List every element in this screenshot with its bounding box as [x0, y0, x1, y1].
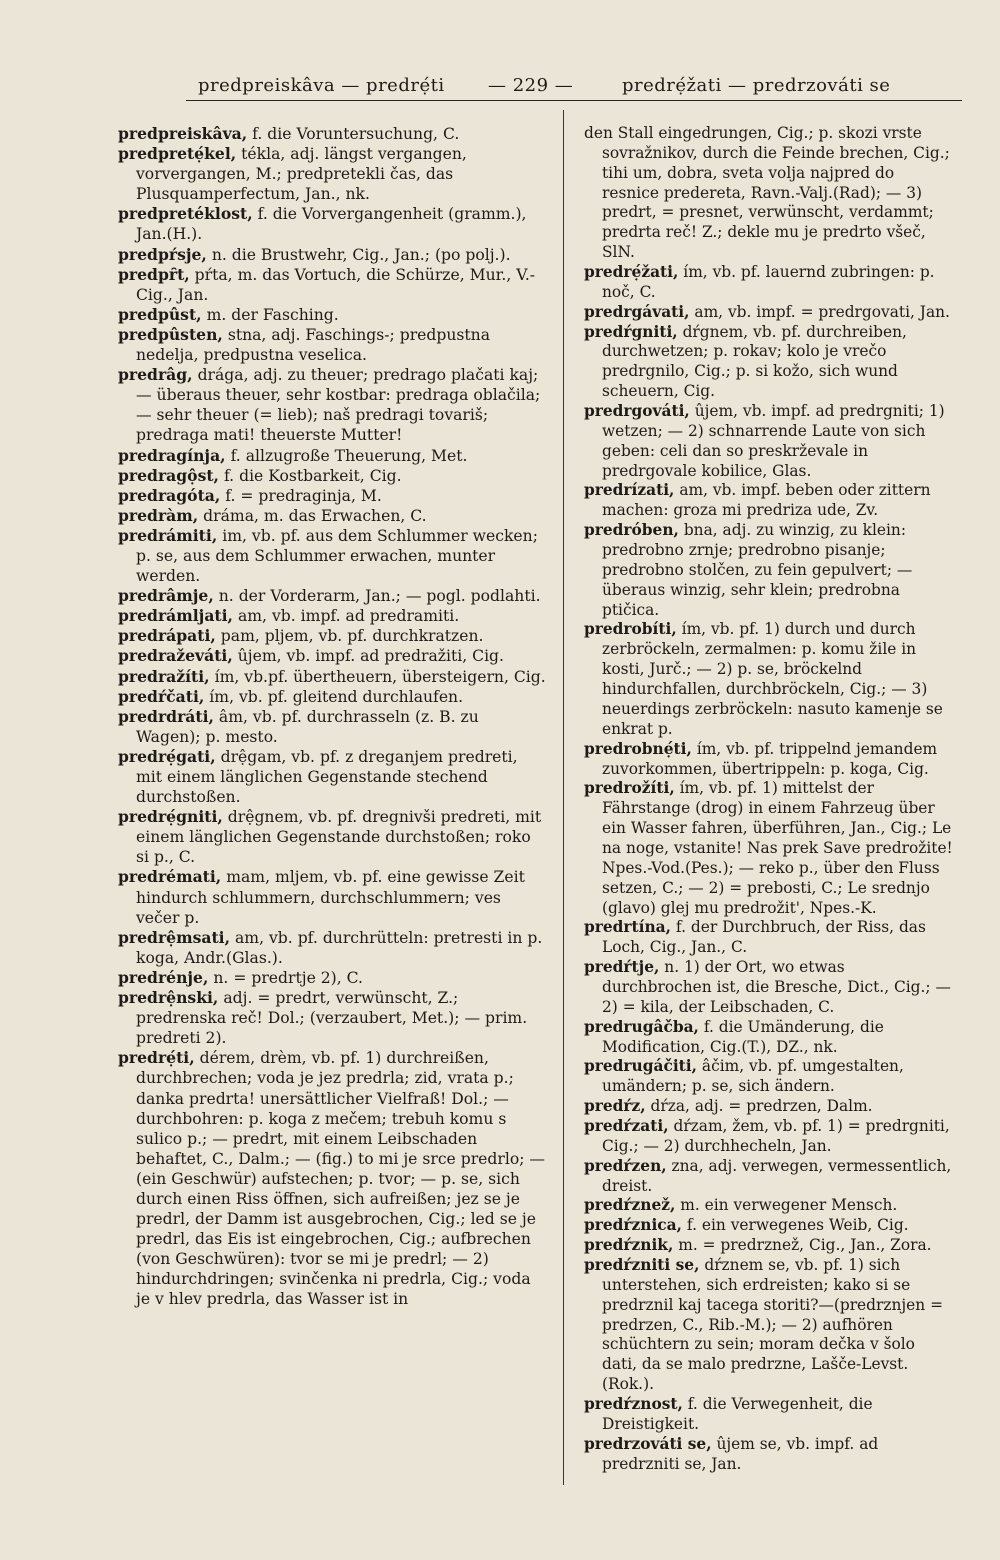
entry-definition: mam, mljem, vb. pf. eine gewisse Zeit hindurch schlummern, durchschlummern; ves večer p.	[136, 868, 525, 927]
dictionary-entry	[118, 265, 548, 305]
entry-definition: am, vb. impf. = predrgovati, Jan.	[694, 302, 950, 321]
header-rule	[186, 100, 962, 101]
entry-headword: predrdráti,	[118, 706, 214, 726]
entry-definition: âčim, vb. pf. umgestalten, umändern; p. se, sich ändern.	[602, 1057, 904, 1096]
dictionary-entry	[118, 305, 548, 325]
entry-definition: ím, vb. pf. trippelnd jemandem zuvorkommen, übertrippeln: p. koga, Cig.	[602, 739, 938, 778]
entry-definition: f. ein verwegenes Weib, Cig.	[686, 1216, 909, 1235]
entry-headword: predŕznik,	[584, 1236, 674, 1255]
dictionary-entry	[118, 204, 548, 244]
entry-headword: predŕzati,	[584, 1116, 669, 1135]
entry-definition: bna, adj. zu winzig, zu klein: predrobno zrnje; predrobno pisanje; predrobno stolčen, zu fein gepulvert; — überaus winzig, sehr klein; predrobna ptičica.	[602, 521, 913, 619]
left-column	[118, 124, 548, 1310]
entry-headword: predŕtje,	[584, 958, 660, 977]
entry-definition: m. ein verwegener Mensch.	[680, 1196, 898, 1215]
entry-headword: predŕčati,	[118, 686, 205, 706]
dictionary-entry	[584, 779, 954, 918]
entry-definition: f. der Durchbruch, der Riss, das Loch, Cig., Jan., C.	[602, 918, 926, 957]
entry-headword: predrémati,	[118, 867, 222, 887]
dictionary-entry	[584, 1256, 954, 1395]
entry-headword: predŕzniti se,	[584, 1255, 700, 1274]
dictionary-entry	[584, 1236, 954, 1256]
dictionary-entry	[584, 1395, 954, 1435]
entry-headword: predrugáčiti,	[584, 1057, 697, 1076]
header-left-guide-words: predpreiskâva — predrẹ́ti	[198, 75, 445, 96]
page-number: — 229 —	[488, 75, 574, 96]
entry-headword: predpûst,	[118, 304, 202, 324]
entry-headword: predrẹ́gniti,	[118, 807, 223, 827]
dictionary-entry	[584, 1435, 954, 1475]
entry-definition: m. der Fasching.	[206, 305, 339, 324]
dictionary-entry	[118, 466, 548, 486]
entry-headword: predpŕsje,	[118, 244, 207, 264]
entry-definition: den Stall eingedrungen, Cig.; p. skozi vrste sovražnikov, durch die Feinde brechen, Cig.; tihi um, dobra, sveta volja najpred do resnice predereta, Ravn.-Valj.(Rad); — 3) predrt, = presnet, verwünscht, verdammt; predrta reč! Z.; dekle mu je predrto všeč, SlN.	[584, 124, 950, 262]
dictionary-entry	[118, 606, 548, 626]
dictionary-entry	[584, 263, 954, 303]
entry-definition: pŕta, m. das Vortuch, die Schürze, Mur., V.-Cig., Jan.	[136, 265, 536, 304]
entry-definition: ím, vb. pf. gleitend durchlaufen.	[209, 687, 464, 706]
entry-definition: âm, vb. pf. durchrasseln (z. B. zu Wagen); p. mesto.	[136, 707, 479, 746]
entry-definition: f. die Vorvergangenheit (gramm.), Jan.(H.).	[136, 205, 527, 244]
dictionary-entry	[584, 1196, 954, 1216]
entry-definition: ím, vb.pf. übertheuern, übersteigern, Cig.	[214, 667, 546, 686]
entry-definition: m. = predrznež, Cig., Jan., Zora.	[678, 1236, 932, 1255]
entry-headword: predrzováti se,	[584, 1434, 712, 1453]
entry-headword: predrénje,	[118, 967, 209, 987]
entry-headword: predpûsten,	[118, 324, 223, 344]
entry-definition: drệgnem, vb. pf. dregnivši predreti, mit einem länglichen Gegenstande durchstoßen; roko si p., C.	[136, 808, 542, 867]
entry-headword: predŕz,	[584, 1097, 646, 1116]
entry-headword: predpretéklost,	[118, 204, 253, 224]
dictionary-entry	[118, 586, 548, 606]
dictionary-entry	[584, 1157, 954, 1197]
dictionary-entry	[584, 323, 954, 402]
dictionary-entry	[118, 626, 548, 646]
entry-definition: stna, adj. Faschings-; predpustna nedelja, predpustna veselica.	[136, 325, 490, 365]
entry-headword: predrámiti,	[118, 525, 218, 545]
entry-headword: predpȓt,	[118, 264, 190, 284]
dictionary-entry	[584, 481, 954, 521]
dictionary-entry	[118, 646, 548, 666]
dictionary-entry	[118, 144, 548, 204]
entry-headword: predrgováti,	[584, 402, 690, 421]
entry-definition: dérem, drèm, vb. pf. 1) durchreißen, durchbrechen; voda je jez predrla; zid, vrata p.; danka predrta! unersättlicher Vielfraß! Dol.; — durchbohren: p. koga z mečem; trebuh komu s sulico p.; — predrt, mit einem Leibschaden behaftet, C., Dalm.; — (fig.) to mi je srce predrlo; —(ein Geschwür) aufstechen; p. tvor; — p. se, sich durch einen Riss öffnen, sich aufreißen; jez se je predrl, der Damm ist ausgebrochen, Cig.; led se je predrl, das Eis ist eingebrochen, Cig.; aufbrechen (von Geschwüren): tvor se mi je predrl; — 2) hindurchdringen; svinčenka ni predrla, Cig.; voda je v hlev predrla, das Wasser ist in	[136, 1049, 546, 1309]
entry-headword: predrâmje,	[118, 586, 214, 606]
entry-definition: ím, vb. pf. 1) mittelst der Fährstange (drog) in einem Fahrzeug über ein Wasser fahren, überführen, Jan., Cig.; Le na noge, vstanite! Nas prek Save predrožite! Npes.-Vod.(Pes.); — reko p., über den Fluss setzen, C.; — 2) = prebosti, C.; Le srednjo (glavo) glej mu predrožit', Npes.-K.	[602, 779, 953, 917]
entry-definition: am, vb. pf. durchrütteln: pretresti in p. koga, Andr.(Glas.).	[136, 928, 543, 967]
dictionary-entry	[584, 620, 954, 739]
entry-headword: predragínja,	[118, 445, 226, 465]
dictionary-entry	[584, 1097, 954, 1117]
entry-definition: am, vb. impf. ad predramiti.	[237, 607, 460, 626]
dictionary-entry	[118, 245, 548, 265]
dictionary-entry	[584, 1018, 954, 1058]
entry-headword: predrẹ́žati,	[584, 263, 679, 282]
entry-definition: dráma, m. das Erwachen, C.	[203, 506, 427, 525]
entry-headword: predrẹ́gati,	[118, 746, 216, 766]
entry-headword: predražíti,	[118, 666, 210, 686]
entry-definition: ím, vb. pf. 1) durch und durch zerbröckeln, zermalmen: p. komu žile in kosti, Jurč.; — 2) p. se, bröckelnd hindurchfallen, durchbröckeln, Cig.; — 3) neuerdings zerbröckeln: nasuto kamenje se enkrat p.	[602, 620, 943, 738]
entry-definition: n. = predrtje 2), C.	[213, 968, 364, 987]
entry-definition: dŕznem se, vb. pf. 1) sich unterstehen, sich erdreisten; kako si se predrznil kaj tacega storiti?—(predrznjen = predrzen, C., Rib.-M.); — 2) aufhören schüchtern zu sein; moram dečka v šolo dati, da se malo predrzne, Lašče-Levst.(Rok.).	[602, 1255, 943, 1394]
entry-definition: zna, adj. verwegen, vermessentlich, dreist.	[602, 1156, 952, 1195]
entry-headword: predrệmsati,	[118, 927, 231, 947]
entry-definition: n. die Brustwehr, Cig., Jan.; (po polj.).	[211, 245, 511, 264]
entry-definition: tékla, adj. längst vergangen, vorvergangen, M.; predpretekli čas, das Plusquamperfectum, Jan., nk.	[136, 145, 467, 204]
entry-headword: predrẹ́ti,	[118, 1048, 195, 1068]
dictionary-entry	[118, 988, 548, 1048]
dictionary-entry	[118, 325, 548, 365]
entry-definition: f. = predraginja, M.	[225, 486, 382, 505]
entry-definition: im, vb. pf. aus dem Schlummer wecken; p. se, aus dem Schlummer erwachen, munter werden.	[136, 526, 538, 586]
entry-headword: predróben,	[584, 521, 679, 540]
dictionary-entry	[584, 521, 954, 620]
dictionary-entry	[118, 867, 548, 927]
entry-headword: predrámljati,	[118, 606, 233, 626]
entry-definition: f. die Kostbarkeit, Cig.	[223, 466, 402, 485]
entry-definition: adj. = predrt, verwünscht, Z.; predrenska reč! Dol.; (verzaubert, Met.); — prim. predreti 2).	[136, 989, 528, 1048]
dictionary-entry	[118, 747, 548, 807]
entry-definition: ûjem, vb. impf. ad predrgniti; 1) wetzen; — 2) schnarrende Laute von sich geben: celi dan so preskrževale in predrgovale kobilice, Glas.	[602, 402, 945, 480]
dictionary-entry	[584, 303, 954, 323]
entry-headword: predraževáti,	[118, 646, 233, 666]
entry-headword: predrgávati,	[584, 302, 690, 321]
entry-definition: drệgam, vb. pf. z dreganjem predreti, mit einem länglichen Gegenstande stechend durchstoßen.	[136, 747, 518, 807]
entry-headword: predpretẹ́kel,	[118, 144, 237, 164]
dictionary-entry	[584, 1117, 954, 1157]
dictionary-entry	[118, 707, 548, 747]
dictionary-entry	[118, 486, 548, 506]
entry-headword: predŕznost,	[584, 1395, 683, 1413]
entry-headword: predrápati,	[118, 626, 216, 646]
dictionary-entry	[584, 1057, 954, 1097]
dictionary-entry	[118, 506, 548, 526]
entry-definition: ûjem se, vb. impf. ad predrzniti se, Jan.	[602, 1434, 879, 1473]
entry-definition: dŕzam, žem, vb. pf. 1) = predrgniti, Cig.; — 2) durchhecheln, Jan.	[602, 1116, 950, 1155]
dictionary-entry	[118, 124, 548, 144]
entry-definition: f. die Verwegenheit, die Dreistigkeit.	[602, 1395, 873, 1433]
right-column	[584, 124, 954, 1474]
dictionary-entry	[584, 740, 954, 780]
entry-headword: predŕgniti,	[584, 322, 678, 341]
entry-headword: predŕzen,	[584, 1156, 667, 1175]
dictionary-entry	[584, 124, 954, 263]
entry-definition: ím, vb. pf. lauernd zubringen: p. noč, C.	[602, 263, 935, 301]
entry-definition: n. der Vorderarm, Jan.; — pogl. podlahti.	[218, 587, 541, 606]
dictionary-entry	[118, 807, 548, 867]
dictionary-entry	[118, 667, 548, 687]
entry-headword: predŕznica,	[584, 1216, 683, 1235]
entry-definition: f. die Voruntersuchung, C.	[252, 125, 460, 143]
entry-headword: predrobíti,	[584, 620, 677, 639]
dictionary-entry	[118, 968, 548, 988]
entry-headword: predrtína,	[584, 918, 672, 937]
entry-headword: predpreiskâva,	[118, 124, 248, 143]
dictionary-entry	[118, 928, 548, 968]
entry-headword: predrâg,	[118, 365, 193, 385]
entry-headword: predragóta,	[118, 485, 221, 505]
entry-definition: f. die Umänderung, die Modification, Cig.(T.), DZ., nk.	[602, 1017, 884, 1056]
header-right-guide-words: predrẹ́žati — predrzováti se	[622, 75, 891, 96]
entry-definition: dŕgnem, vb. pf. durchreiben, durchwetzen; p. rokav; kolo je vrečo predrgnilo, Cig.; p. si kožo, sich wund scheuern, Cig.	[602, 322, 907, 401]
entry-definition: dŕza, adj. = predrzen, Dalm.	[650, 1097, 873, 1116]
entry-headword: predrệnski,	[118, 988, 219, 1008]
entry-headword: predrugâčba,	[584, 1017, 699, 1036]
dictionary-entry	[584, 958, 954, 1018]
entry-definition: n. 1) der Ort, wo etwas durchbrochen ist, die Bresche, Dict., Cig.; — 2) = kila, der Leibschaden, C.	[602, 958, 951, 1016]
entry-headword: predrízati,	[584, 481, 675, 500]
dictionary-entry	[584, 918, 954, 958]
dictionary-entry	[118, 1048, 548, 1309]
entry-headword: predrobnẹ́ti,	[584, 739, 692, 758]
entry-headword: predragộst,	[118, 465, 219, 485]
dictionary-entry	[118, 526, 548, 586]
entry-headword: predràm,	[118, 505, 199, 525]
dictionary-entry	[118, 365, 548, 445]
entry-definition: am, vb. impf. beben oder zittern machen: groza mi predriza ude, Zv.	[602, 481, 931, 520]
entry-definition: drága, adj. zu theuer; predrago plačati kaj; — überaus theuer, sehr kostbar: predraga oblačila; — sehr theuer (= lieb); naš predragi tovariš; predraga mati! theuerste Mutter!	[136, 366, 541, 445]
dictionary-entry	[118, 687, 548, 707]
entry-definition: f. allzugroße Theuerung, Met.	[230, 446, 468, 465]
running-header	[0, 0, 1000, 100]
dictionary-entry	[118, 446, 548, 466]
dictionary-entry	[584, 402, 954, 481]
entry-definition: ûjem, vb. impf. ad predražiti, Cig.	[237, 647, 504, 666]
entry-headword: predrožíti,	[584, 779, 675, 798]
entry-definition: pam, pljem, vb. pf. durchkratzen.	[220, 627, 484, 646]
column-divider	[563, 110, 564, 1485]
dictionary-entry	[584, 1216, 954, 1236]
entry-headword: predŕznež,	[584, 1196, 676, 1215]
